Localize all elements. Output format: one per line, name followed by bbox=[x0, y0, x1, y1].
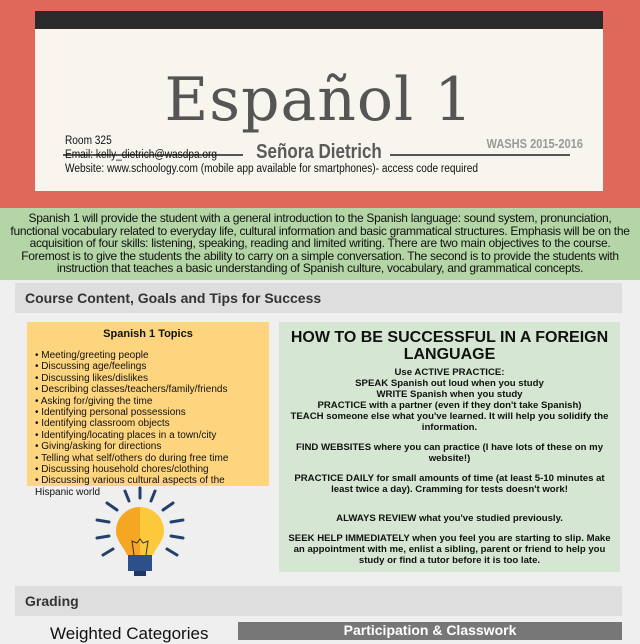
divider bbox=[390, 154, 570, 156]
section-header-course: Course Content, Goals and Tips for Success bbox=[15, 283, 622, 313]
course-description: Spanish 1 will provide the student with a general introduction to the Spanish language: sound system, pronunciation, functional vocabulary related to everyday life, cultural information and basic grammatical structures. Emphasis will be on the acquisition of four skills: listening, speaking, reading and limited writing. There are two main objectives to the course. Foremost is to give the students the ability to carry on a simple conversation. The second is to provide the students with instruction that teaches a basic understanding of Spanish culture, vocabulary, and grammatical concepts. bbox=[0, 208, 640, 280]
website: Website: www.schoology.com (mobile app available for smartphones)- access code required bbox=[65, 163, 479, 175]
topic-item: • Asking for/giving the time bbox=[35, 395, 153, 407]
topic-item: • Discussing likes/dislikes bbox=[35, 372, 148, 384]
topic-item: • Telling what self/others do during free time bbox=[35, 452, 229, 464]
tips-box bbox=[279, 322, 620, 572]
tip-paragraph: ALWAYS REVIEW what you've studied previously. bbox=[336, 513, 563, 524]
topic-item: • Discussing various cultural aspects of the Hispanic world bbox=[35, 475, 225, 498]
topic-item: • Identifying classroom objects bbox=[35, 418, 170, 430]
tip-paragraph: SEEK HELP IMMEDIATELY when you feel you are starting to slip. Make an appointment with me, enlist a sibling, parent or friend to help you study or find a tutor before it is too late. bbox=[288, 533, 611, 566]
tip-paragraph: Use ACTIVE PRACTICE: SPEAK Spanish out loud when you study WRITE Spanish when you study PRACTICE with a partner (even if they don't take Spanish) TEACH someone else what you've learned. It will help you solidify the information. bbox=[290, 367, 609, 433]
weighted-categories-label: Weighted Categories bbox=[50, 624, 209, 643]
topics-list bbox=[35, 350, 261, 498]
tip-paragraph: PRACTICE DAILY for small amounts of time (at least 5-10 minutes at least twice a day). Cramming for tests doesn't work! bbox=[294, 473, 605, 495]
topic-item: • Meeting/greeting people bbox=[35, 350, 149, 361]
topic-item: • Giving/asking for directions bbox=[35, 441, 162, 453]
email: Email: kelly_dietrich@wasdpa.org bbox=[65, 149, 218, 161]
topics-title: Spanish 1 Topics bbox=[103, 328, 193, 340]
topic-item: • Identifying/locating places in a town/city bbox=[35, 429, 217, 441]
header-card bbox=[35, 29, 603, 191]
page-title: Español 1 bbox=[164, 65, 474, 135]
school-year: WASHS 2015-2016 bbox=[486, 136, 583, 151]
room: Room 325 bbox=[65, 135, 112, 147]
topics-box bbox=[27, 322, 269, 498]
teacher-name: Señora Dietrich bbox=[256, 141, 382, 163]
tip-paragraph: FIND WEBSITES where you can practice (I have lots of these on my website!) bbox=[295, 442, 604, 464]
lightbulb-icon bbox=[85, 483, 195, 578]
topic-item: • Discussing household chores/clothing bbox=[35, 464, 209, 476]
topic-item: • Identifying personal possessions bbox=[35, 407, 186, 419]
header-top-bar bbox=[35, 11, 603, 29]
topic-item: • Discussing age/feelings bbox=[35, 361, 147, 373]
section-header-grading: Grading bbox=[15, 586, 622, 616]
participation-header: Participation & Classwork bbox=[238, 622, 622, 640]
topic-item: • Describing classes/teachers/family/friends bbox=[35, 384, 228, 396]
tips-title: HOW TO BE SUCCESSFUL IN A FOREIGN LANGUAGE bbox=[290, 329, 609, 363]
